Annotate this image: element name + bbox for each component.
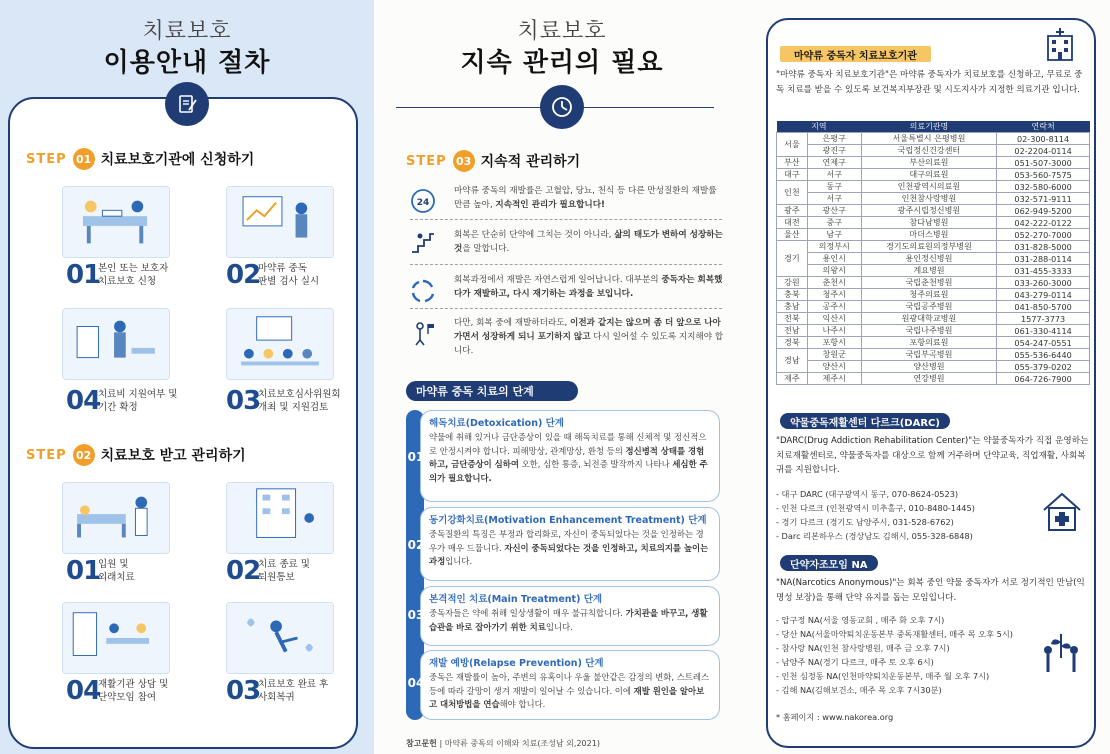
step3-label: STEP (406, 153, 447, 169)
district-cell: 서구 (807, 193, 861, 205)
darc-title: 약물중독재활센터 다르크(DARC) (780, 413, 950, 429)
name-cell: 경기도의료원의정부병원 (861, 241, 996, 253)
step3-number: 03 (453, 150, 475, 172)
name-cell: 대구의료원 (861, 169, 996, 181)
table-row (777, 241, 1090, 253)
district-cell: 청주시 (807, 289, 861, 301)
tel-cell: 062-949-5200 (997, 205, 1090, 217)
step3-title: 지속적 관리하기 (480, 154, 581, 170)
step2-item4-desc: 재활기관 상담 및 단약모임 참여 (98, 679, 169, 703)
name-cell: 마더스병원 (861, 229, 996, 241)
table-row (777, 313, 1090, 325)
name-cell: 원광대학교병원 (861, 313, 996, 325)
step1-number: 01 (73, 148, 95, 170)
region-cell: 서울 (777, 133, 808, 157)
region-cell: 강원 (777, 277, 808, 289)
table-row (777, 289, 1090, 301)
step2-item4-number: 04 (66, 676, 101, 706)
tel-cell: 055-379-0202 (997, 361, 1090, 373)
tel-cell: 054-247-0551 (997, 337, 1090, 349)
tel-cell: 052-270-7000 (997, 229, 1090, 241)
name-cell: 국립공주병원 (861, 301, 996, 313)
panel2-title-bold: 지속 관리의 필요 (460, 48, 664, 78)
name-cell: 부산의료원 (861, 157, 996, 169)
table-row (777, 361, 1090, 373)
tel-cell: 055-536-6440 (997, 349, 1090, 361)
step1-title: 치료보호기관에 신청하기 (100, 152, 255, 168)
panel-usage-procedure (0, 0, 374, 754)
panel2-title-light: 치료보호 (517, 19, 607, 44)
step1-item4-desc: 치료비 지원여부 및 기간 확정 (98, 389, 178, 413)
region-cell: 전남 (777, 325, 808, 337)
region-cell: 광주 (777, 205, 808, 217)
table-header-row (777, 121, 1090, 133)
name-cell: 서울특별시 은평병원 (861, 133, 996, 145)
treatment-stages-banner: 마약류 중독 치료의 단계 (406, 381, 578, 401)
region-cell: 경북 (777, 337, 808, 349)
illustration-screening (226, 186, 334, 258)
cycle-arrows-icon (410, 278, 436, 304)
care-point-4-text: 다만, 회복 중에 재발하더라도, (454, 318, 571, 328)
tel-cell: 033-260-3000 (997, 277, 1090, 289)
table-row (777, 301, 1090, 313)
name-cell: 계요병원 (861, 265, 996, 277)
name-cell: 국립정신건강센터 (861, 145, 996, 157)
step1-item1-desc: 본인 또는 보호자 치료보호 신청 (98, 263, 169, 287)
step1-item3-desc: 치료보호심사위원회 개최 및 지원검토 (258, 389, 341, 413)
district-cell: 창원군 (807, 349, 861, 361)
care-point-1 (454, 184, 724, 212)
tel-cell: 043-279-0114 (997, 289, 1090, 301)
step2-item1-desc: 입원 및 외래치료 (98, 559, 135, 583)
clock-24-label: 24 (416, 198, 430, 208)
table-row (777, 265, 1090, 277)
tel-cell: 041-850-5700 (997, 301, 1090, 313)
table-row (777, 181, 1090, 193)
region-cell: 경남 (777, 349, 808, 373)
stage-3-title: 본격적인 치료(Main Treatment) 단계 (429, 594, 603, 605)
stage-2-body-post: 입니다. (445, 556, 473, 566)
table-row (777, 325, 1090, 337)
care-point-1-bold: 지속적인 관리가 필요합니다! (495, 200, 605, 210)
clock-icon (540, 85, 584, 129)
table-row (777, 253, 1090, 265)
district-cell: 동구 (807, 181, 861, 193)
people-plant-icon (1038, 628, 1084, 678)
stage-2-body (429, 528, 711, 569)
care-point-3 (454, 273, 724, 301)
step1-item4-number: 04 (66, 386, 101, 416)
stage-2-title: 동기강화치료(Motivation Enhancement Treatment) 단계 (429, 515, 707, 526)
tel-cell: 042-222-0122 (997, 217, 1090, 229)
name-cell: 광주시립정신병원 (861, 205, 996, 217)
24-hours-icon (410, 188, 436, 214)
district-cell: 연제구 (807, 157, 861, 169)
district-cell: 제주시 (807, 373, 861, 385)
district-cell: 의정부시 (807, 241, 861, 253)
stage-1-body-post: 오한, 심한 통증, 뇌전증 발작까지 나타나 (518, 459, 673, 469)
panel-continuous-care (374, 0, 750, 754)
step2-item3-desc: 치료보호 완료 후 사회복귀 (258, 679, 329, 703)
panel1-title-light: 치료보호 (142, 19, 232, 44)
table-row (777, 133, 1090, 145)
region-cell: 경기 (777, 241, 808, 277)
tel-cell: 1577-3773 (997, 313, 1090, 325)
illustration-hospital-treatment (62, 482, 170, 554)
step1-header (26, 148, 254, 170)
separator (410, 264, 722, 265)
tel-cell: 032-571-9111 (997, 193, 1090, 205)
person-flag-icon (410, 320, 436, 346)
stage-3-number: 03 (407, 608, 425, 622)
step2-header (26, 444, 246, 466)
stage-2-body-text: 중독질환의 특징은 부정과 합리화로, 자신이 중독되었다는 것을 인정하는 경우가 매우 드뭅니다. (429, 529, 704, 553)
tel-cell: 051-507-3000 (997, 157, 1090, 169)
stage-4-body-bold: 재발 원인을 알아보고 대처방법을 연습 (429, 685, 705, 709)
darc-description: "DARC(Drug Addiction Rehabilitation Center)"는 약물중독자가 직접 운영하는 치료재활센터로, 약물중독자를 대상으로 함께 거주하며 단약교육, 직업재활, 사회복귀를 지원합니다. (776, 436, 1089, 475)
tel-cell: 031-828-5000 (997, 241, 1090, 253)
region-cell: 대구 (777, 169, 808, 181)
stage-4-number: 04 (407, 676, 425, 690)
stage-4-body (429, 671, 711, 712)
tel-cell: 053-560-7575 (997, 169, 1090, 181)
stage-2-number: 02 (407, 538, 425, 552)
stairs-climbing-icon (410, 228, 436, 254)
stage-1-title: 해독치료(Detoxication) 단계 (429, 418, 564, 429)
region-cell: 충남 (777, 301, 808, 313)
table-row (777, 169, 1090, 181)
district-cell: 양산시 (807, 361, 861, 373)
table-row (777, 157, 1090, 169)
step2-label: STEP (26, 447, 67, 463)
district-cell: 춘천시 (807, 277, 861, 289)
region-cell: 전북 (777, 313, 808, 325)
stage-1-body (429, 431, 711, 485)
table-row (777, 205, 1090, 217)
region-cell: 울산 (777, 229, 808, 241)
name-cell: 청주의료원 (861, 289, 996, 301)
name-cell: 연강병원 (861, 373, 996, 385)
stage-4-title: 재발 예방(Relapse Prevention) 단계 (429, 658, 604, 669)
tel-cell: 031-288-0114 (997, 253, 1090, 265)
org-description: "마약류 중독자 치료보호기관"은 마약류 중독자가 치료보호를 신청하고, 무료로 중독 치료를 받을 수 있도록 보건복지부장관 및 시도지사가 지정한 의료기관 입니다. (776, 70, 1083, 95)
home-medical-cross-icon (1040, 490, 1084, 534)
panel-institutions (752, 0, 1110, 754)
step2-number: 02 (73, 444, 95, 466)
separator (410, 219, 722, 220)
region-cell: 제주 (777, 373, 808, 385)
district-cell: 은평구 (807, 133, 861, 145)
illustration-application (62, 186, 170, 258)
illustration-social-return (226, 602, 334, 674)
stage-3-body (429, 607, 711, 634)
illustration-discharge (226, 482, 334, 554)
table-row (777, 349, 1090, 361)
tel-cell: 02-300-8114 (997, 133, 1090, 145)
stage-1-box (420, 410, 720, 502)
district-cell: 나주시 (807, 325, 861, 337)
care-point-3-bold: 중독자는 회복했다가 재발하고, 다시 재기하는 과정을 보입니다. (454, 275, 723, 299)
district-cell: 포항시 (807, 337, 861, 349)
org-title: 마약류 중독자 치료보호기관 (780, 46, 931, 62)
care-point-4-post: 다시 일어설 수 있도록 지지해야 합니다. (454, 332, 724, 356)
illustration-cost-decision (62, 308, 170, 380)
stage-2-body-bold: 자신이 중독되었다는 것을 인정하고, 치료의지를 높이는 과정 (429, 542, 709, 566)
care-point-2-text: 회복은 단순히 단약에 그치는 것이 아니라, (454, 230, 615, 240)
name-cell: 인천참사랑병원 (861, 193, 996, 205)
hospital-table-body (777, 133, 1090, 385)
table-row (777, 373, 1090, 385)
tel-cell: 064-726-7900 (997, 373, 1090, 385)
stage-1-number: 01 (407, 450, 425, 464)
header-institution: 의료기관명 (861, 121, 996, 133)
reference-text: 마약류 중독의 이해와 치료(조성남 외,2021) (444, 739, 600, 748)
stage-1-body-bold: 정신병적 상태를 경험하고, 금단증상이 심하여 (429, 445, 705, 469)
stage-3-body-post: 입니다. (545, 621, 573, 632)
step2-item2-number: 02 (226, 556, 261, 586)
illustration-review-committee (226, 308, 334, 380)
table-row (777, 145, 1090, 157)
care-point-2-post: 을 말합니다. (462, 244, 510, 254)
step2-item3-number: 03 (226, 676, 261, 706)
tel-cell: 032-580-6000 (997, 181, 1090, 193)
step1-label: STEP (26, 151, 67, 167)
stage-1-body-text: 약물에 취해 있거나 금단증상이 있을 때 해독치료를 통해 신체적 및 정신적으로 안정시켜야 합니다. 피해망상, 관계망상, 환청 등의 (429, 432, 707, 456)
district-cell: 서구 (807, 169, 861, 181)
tel-cell: 061-330-4114 (997, 325, 1090, 337)
name-cell: 국립나주병원 (861, 325, 996, 337)
step1-item1-number: 01 (66, 260, 101, 290)
district-cell: 용인시 (807, 253, 861, 265)
darc-list: - 대구 DARC (대구광역시 동구, 070-8624-0523) - 인천 다르크 (인천광역시 미추홀구, 010-8480-1445) - 경기 다르크 (경기도 남양주시, 031-528-6762) - Darc 리본하우스 (경상남도 김해시, 055-328-6848) (776, 489, 975, 541)
table-row (777, 229, 1090, 241)
clipboard-pen-icon (165, 82, 209, 126)
district-cell: 중구 (807, 217, 861, 229)
table-row (777, 217, 1090, 229)
stage-4-body-post: 해야 합니다. (499, 699, 546, 709)
stage-4-body-text: 중독은 재발률이 높아, 주변의 유혹이나 우울 불안같은 감정의 변화, 스트레스 등에 따라 갈망이 생겨 재발이 일어날 수 있습니다. 이에 (429, 672, 710, 696)
name-cell: 참다남병원 (861, 217, 996, 229)
step2-title: 치료보호 받고 관리하기 (100, 448, 246, 464)
na-description: "NA(Narcotics Anonymous)"는 회복 중인 약물 중독자가 서로 정기적인 만남(익명성 보장)을 통해 단약 유지를 돕는 모임입니다. (776, 578, 1085, 603)
na-homepage: * 홈페이지 : www.nakorea.org (776, 712, 894, 722)
stage-2-box (420, 507, 720, 581)
name-cell: 포항의료원 (861, 337, 996, 349)
header-contact: 연락처 (997, 121, 1090, 133)
hospital-building-icon (1040, 26, 1080, 62)
district-cell: 의왕시 (807, 265, 861, 277)
care-point-4-bold: 이전과 같지는 않으며 좀 더 앞으로 나아가면서 성장하게 되니 포기하지 않고 (454, 318, 721, 342)
tel-cell: 02-2204-0114 (997, 145, 1090, 157)
stage-4-box (420, 650, 720, 720)
step1-item2-number: 02 (226, 260, 261, 290)
care-point-4 (454, 316, 724, 358)
stage-3-body-text: 중독자들은 약에 취해 일상생활이 매우 불규칙합니다. (429, 608, 626, 618)
district-cell: 남구 (807, 229, 861, 241)
stage-1-body-bold2: 세심한 주의가 필요합니다. (429, 459, 708, 483)
care-point-2-bold: 삶의 태도가 변하여 성장하는 것 (454, 230, 723, 254)
care-point-1-text: 마약류 중독의 재발률은 고혈압, 당뇨, 천식 등 다른 만성질환의 재발률만큼 높아, (454, 186, 717, 210)
step1-item2-desc: 마약류 중독 판별 검사 실시 (258, 263, 320, 287)
district-cell: 광진구 (807, 145, 861, 157)
na-list: - 압구정 NA(서울 영동교회 , 매주 화 오후 7시) - 당산 NA(서울마약퇴치운동본부 중독재활센터, 매주 목 오후 5시) - 참사랑 NA(인천 참사랑병원, 매주 금 오후 7시) - 남양주 NA(경기 다르크, 매주 토 오후 6시) - 인천 심정동 NA(인천마약퇴치운동본부, 매주 월 오후 7시) - 김해 NA(김해보건소, 매주 목 오후 7시30분) (776, 615, 1013, 695)
care-point-2 (454, 228, 724, 256)
institutions-card (766, 18, 1096, 748)
stage-3-body-bold: 가치관을 바꾸고, 생활 습관을 바로 잡아가기 위한 치료 (429, 608, 708, 632)
reference-label: 참고문헌 (406, 739, 437, 748)
region-cell: 부산 (777, 157, 808, 169)
illustration-rehab-counseling (62, 602, 170, 674)
separator (410, 308, 722, 309)
panel1-title-bold: 이용안내 절차 (103, 48, 271, 78)
table-row (777, 337, 1090, 349)
district-cell: 광산구 (807, 205, 861, 217)
step2-item1-number: 01 (66, 556, 101, 586)
district-cell: 공주시 (807, 301, 861, 313)
step1-item3-number: 03 (226, 386, 261, 416)
table-row (777, 193, 1090, 205)
name-cell: 인천광역시의료원 (861, 181, 996, 193)
region-cell: 충북 (777, 289, 808, 301)
table-row (777, 277, 1090, 289)
tel-cell: 031-455-3333 (997, 265, 1090, 277)
stage-3-box (420, 586, 720, 646)
region-cell: 대전 (777, 217, 808, 229)
name-cell: 용인정신병원 (861, 253, 996, 265)
na-title: 단약자조모임 NA (780, 555, 878, 571)
step3-header (406, 150, 580, 172)
reference-note: 참고문헌 | 마약류 중독의 이해와 치료(조성남 외,2021) (406, 739, 600, 748)
name-cell: 양산병원 (861, 361, 996, 373)
header-region: 지역 (777, 121, 862, 133)
step2-item2-desc: 치료 종료 및 퇴원통보 (258, 559, 310, 583)
region-cell: 인천 (777, 181, 808, 205)
name-cell: 국립춘천병원 (861, 277, 996, 289)
care-point-3-text: 회복과정에서 재발은 자연스럽게 일어납니다. 대부분의 (454, 275, 662, 285)
district-cell: 익산시 (807, 313, 861, 325)
name-cell: 국립부곡병원 (861, 349, 996, 361)
hospital-table (776, 121, 1090, 385)
